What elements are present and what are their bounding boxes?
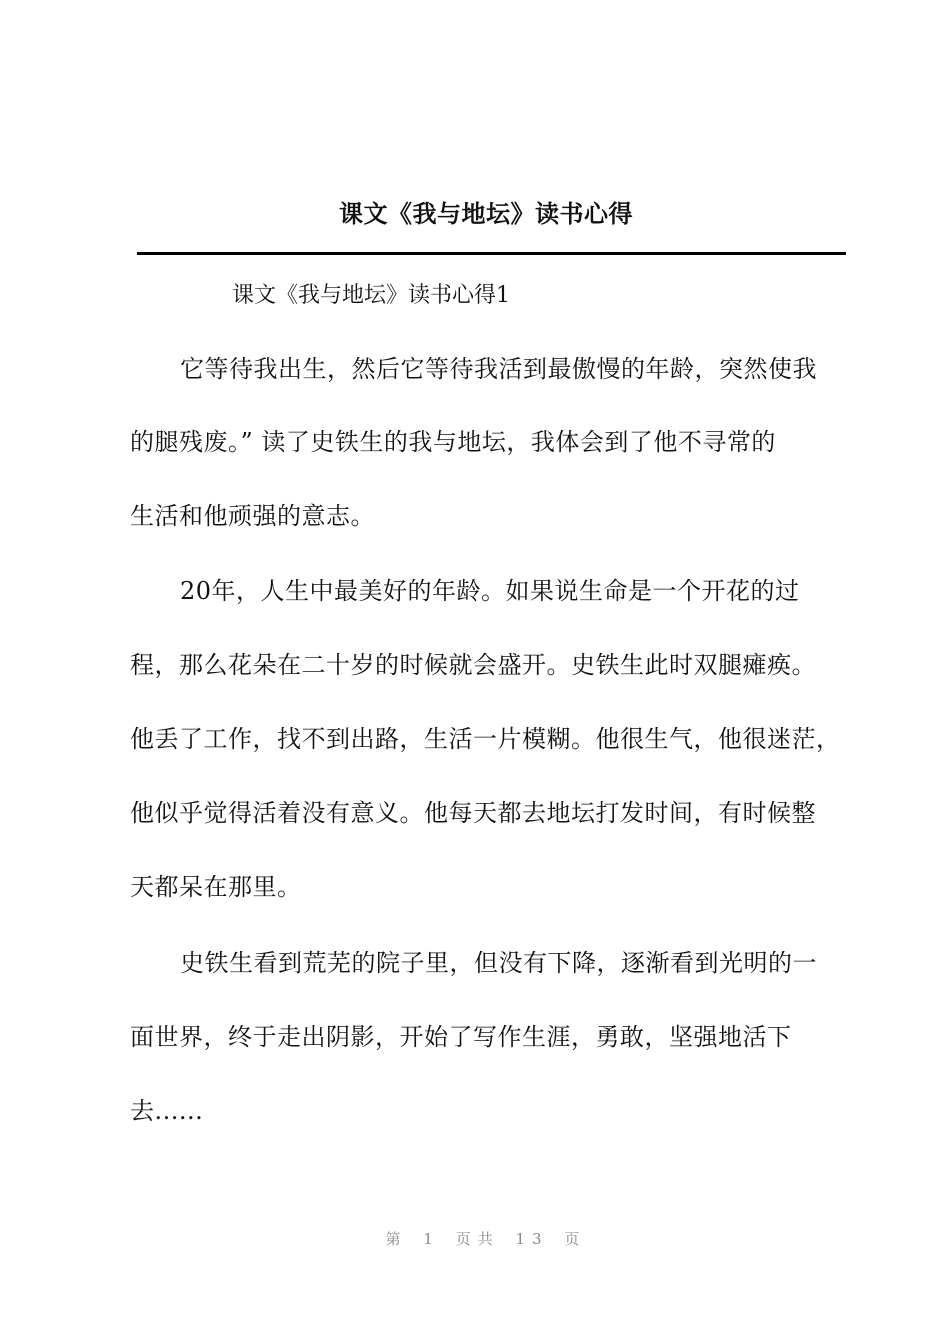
body-line-7: 他似乎觉得活着没有意义。他每天都去地坛打发时间，有时候整	[130, 799, 816, 827]
body-line-10: 面世界，终于走出阴影，开始了写作生涯，勇敢，坚强地活下	[130, 1023, 792, 1051]
body-line-5: 程，那么花朵在二十岁的时候就会盛开。史铁生此时双腿瘫痪。	[130, 651, 816, 679]
page-title: 课文《我与地坛》读书心得	[339, 199, 633, 228]
body-line-8: 天都呆在那里。	[130, 873, 302, 901]
page-number: 第 1 页共 13 页	[385, 1230, 587, 1248]
body-line-6: 他丢了工作，找不到出路，生活一片模糊。他很生气，他很迷茫，	[130, 725, 841, 753]
body-line-1: 它等待我出生，然后它等待我活到最傲慢的年龄，突然使我	[180, 355, 817, 383]
title-divider	[137, 252, 846, 255]
body-line-3: 生活和他顽强的意志。	[130, 502, 375, 530]
body-line-11: 去......	[130, 1097, 204, 1125]
body-line-2: 的腿残废。” 读了史铁生的我与地坛，我体会到了他不寻常的	[130, 428, 776, 456]
body-line-4: 20年，人生中最美好的年龄。如果说生命是一个开花的过	[180, 577, 800, 605]
body-line-9: 史铁生看到荒芜的院子里，但没有下降，逐渐看到光明的一	[180, 949, 817, 977]
section-heading: 课文《我与地坛》读书心得1	[232, 283, 510, 308]
